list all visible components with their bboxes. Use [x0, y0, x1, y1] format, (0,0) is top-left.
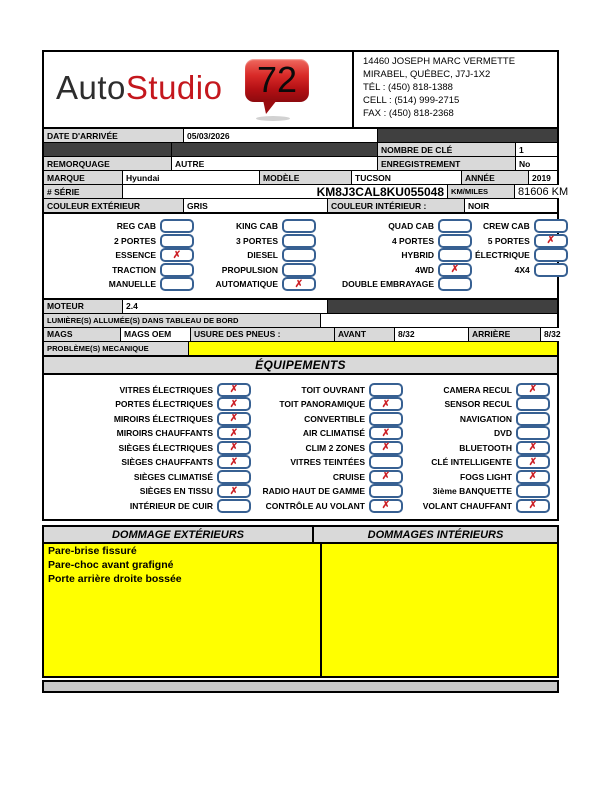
remorquage-value: AUTRE: [172, 157, 378, 170]
option-label: 4X4: [514, 264, 530, 275]
option-checkbox: [438, 234, 472, 248]
equipment-checkbox: [369, 470, 403, 484]
option-checkbox: [438, 219, 472, 233]
option-label: 2 PORTES: [113, 235, 156, 246]
option-checkbox: [160, 277, 194, 291]
probleme-mecanique-label: PROBLÈME(S) MECANIQUE: [44, 342, 189, 355]
equipment-checkbox: [516, 470, 550, 484]
option-label: REG CAB: [116, 221, 156, 232]
dommage-exterieurs-notes: [44, 544, 322, 676]
equipment-checkbox: [516, 412, 550, 426]
equipment-label: MIROIRS CHAUFFANTS: [116, 428, 213, 439]
option-label: ESSENCE: [115, 250, 156, 261]
damage-line: Pare-choc avant grafigné: [48, 558, 174, 571]
equipment-checkbox: [217, 484, 251, 498]
equipment-label: VITRES ÉLECTRIQUES: [119, 384, 213, 395]
option-checkbox: [282, 234, 316, 248]
moteur-label: MOTEUR: [44, 300, 123, 313]
logo-badge-tail: [263, 100, 277, 114]
option-checkbox: [534, 234, 568, 248]
body-options-column-1: [47, 219, 197, 292]
equipment-checkbox: [369, 499, 403, 513]
option-label: KING CAB: [235, 221, 278, 232]
moteur-value: 2.4: [123, 300, 328, 313]
phone-line: TÉL : (450) 818-1388: [363, 82, 453, 94]
lumiere-label: LUMIÈRE(S) ALLUMÉE(S) DANS TABLEAU DE BORD: [44, 314, 321, 327]
equipment-label: NAVIGATION: [459, 413, 512, 424]
equipment-label: TOIT OUVRANT: [301, 384, 365, 395]
body-options-column-3: [319, 219, 475, 292]
mags-label: MAGS: [44, 328, 121, 341]
check-mark: ✗: [294, 278, 304, 290]
equipment-label: VITRES TEINTÉES: [290, 457, 365, 468]
equipment-checkbox: [516, 441, 550, 455]
equipment-label: BLUETOOTH: [459, 442, 512, 453]
logo-text-studio: Studio: [125, 69, 223, 106]
nombre-cle-value: 1: [516, 143, 557, 156]
row-moteur: [44, 300, 557, 314]
serie-label: # SÉRIE: [44, 185, 123, 198]
equipment-label: SIÈGES CLIMATISÉ: [133, 471, 213, 482]
option-label: TRACTION: [112, 264, 156, 275]
check-mark: ✗: [229, 456, 239, 468]
option-label: 4 PORTES: [391, 235, 434, 246]
vehicle-inspection-form: [42, 50, 569, 693]
option-checkbox: [282, 248, 316, 262]
equipment-label: CLIM 2 ZONES: [305, 442, 365, 453]
check-mark: ✗: [381, 427, 391, 439]
row-nombre-cle: [44, 143, 557, 157]
couleur-exterieur-value: GRIS: [184, 199, 328, 212]
marque-value: Hyundai: [123, 171, 260, 184]
equipment-label: SIÈGES CHAUFFANTS: [121, 457, 213, 468]
logo-badge-72: 72: [245, 59, 309, 102]
equipment-checkbox: [217, 397, 251, 411]
equipment-label: DVD: [494, 428, 512, 439]
equipment-checkbox: [217, 499, 251, 513]
vehicle-info-rows: [42, 129, 569, 214]
annee-value: 2019: [529, 171, 557, 184]
lumiere-value: [321, 314, 557, 327]
arriere-label: ARRIÈRE: [469, 328, 541, 341]
dommages-interieurs-header: DOMMAGES INTÉRIEURS: [367, 528, 504, 541]
check-mark: ✗: [229, 384, 239, 396]
couleur-interieur-value: NOIR: [465, 199, 557, 212]
modele-value: TUCSON: [352, 171, 462, 184]
filler-dark-cell: [378, 129, 557, 142]
equipment-checkbox: [217, 383, 251, 397]
km-miles-label: KM/MILES: [448, 185, 515, 198]
fax-line: FAX : (450) 818-2368: [363, 108, 454, 120]
option-label: 3 PORTES: [235, 235, 278, 246]
filler-dark-cell: [44, 143, 172, 156]
row-mags-pneus: [44, 328, 561, 342]
form-header: [42, 50, 559, 129]
enregistrement-label: ENREGISTREMENT: [378, 157, 516, 170]
mechanical-rows: [42, 300, 559, 357]
row-remorquage: [44, 157, 557, 171]
equipment-label: CONTRÔLE AU VOLANT: [265, 500, 365, 511]
option-checkbox: [160, 263, 194, 277]
check-mark: ✗: [528, 471, 538, 483]
option-checkbox: [534, 263, 568, 277]
row-lumiere: [44, 314, 557, 328]
equipment-label: VOLANT CHAUFFANT: [422, 500, 512, 511]
option-label: 4WD: [415, 264, 434, 275]
equipment-checkbox: [217, 426, 251, 440]
body-options-column-4: [475, 219, 571, 292]
logo-text-auto: Auto: [56, 69, 126, 106]
couleur-interieur-label: COULEUR INTÉRIEUR :: [328, 199, 465, 212]
option-checkbox: [438, 263, 472, 277]
equipment-checkbox: [516, 499, 550, 513]
equipment-checkbox: [369, 383, 403, 397]
option-label: 5 PORTES: [487, 235, 530, 246]
damage-line: Porte arrière droite bossée: [48, 572, 182, 585]
equipment-checkbox: [369, 455, 403, 469]
modele-label: MODÈLE: [260, 171, 352, 184]
mags-value: MAGS OEM: [121, 328, 191, 341]
row-date-arrivee: [44, 129, 557, 143]
serie-value: KM8J3CAL8KU055048: [123, 185, 448, 198]
dommages-interieurs-notes: [322, 544, 557, 676]
equipment-checkbox: [369, 441, 403, 455]
check-mark: ✗: [229, 413, 239, 425]
option-label: MANUELLE: [108, 279, 156, 290]
equipment-label: SENSOR RECUL: [444, 399, 512, 410]
km-miles-value: 81606 KM: [515, 185, 571, 198]
dealer-address-block: [352, 52, 557, 127]
equipment-checkbox: [369, 412, 403, 426]
check-mark: ✗: [528, 442, 538, 454]
nombre-cle-label: NOMBRE DE CLÉ: [378, 143, 516, 156]
row-probleme-mecanique: [44, 342, 557, 355]
check-mark: ✗: [528, 384, 538, 396]
equipment-checkbox: [516, 455, 550, 469]
probleme-mecanique-value: [189, 342, 557, 355]
equipment-label: PORTES ÉLECTRIQUES: [115, 399, 213, 410]
check-mark: ✗: [229, 427, 239, 439]
check-mark: ✗: [229, 442, 239, 454]
option-checkbox: [438, 248, 472, 262]
option-label: DIESEL: [247, 250, 278, 261]
check-mark: ✗: [172, 249, 182, 261]
damages-body: [42, 544, 559, 678]
damage-line: Pare-brise fissuré: [48, 545, 137, 557]
equipment-checkbox: [369, 426, 403, 440]
logo-area: [44, 52, 352, 127]
check-mark: ✗: [229, 485, 239, 497]
equipment-label: MIROIRS ÉLECTRIQUES: [113, 413, 213, 424]
equipment-label: FOGS LIGHT: [460, 471, 512, 482]
equipements-column-3: [406, 383, 553, 514]
annee-label: ANNÉE: [462, 171, 529, 184]
enregistrement-value: No: [516, 157, 557, 170]
equipements-column-1: [48, 383, 254, 514]
footer-bar: [42, 680, 559, 693]
option-label: AUTOMATIQUE: [215, 279, 278, 290]
option-checkbox: [534, 219, 568, 233]
option-checkbox: [438, 277, 472, 291]
filler-dark-cell: [172, 143, 378, 156]
option-checkbox: [160, 248, 194, 262]
check-mark: ✗: [381, 500, 391, 512]
equipment-label: 3ième BANQUETTE: [432, 486, 512, 497]
avant-label: AVANT: [335, 328, 395, 341]
option-checkbox: [282, 263, 316, 277]
date-arrivee-value: 05/03/2026: [184, 129, 378, 142]
equipment-label: INTÉRIEUR DE CUIR: [129, 500, 213, 511]
equipment-label: TOIT PANORAMIQUE: [279, 399, 365, 410]
check-mark: ✗: [381, 442, 391, 454]
option-label: QUAD CAB: [388, 221, 434, 232]
damages-header-row: [42, 525, 559, 544]
avant-value: 8/32: [395, 328, 469, 341]
remorquage-label: REMORQUAGE: [44, 157, 172, 170]
option-label: DOUBLE EMBRAYAGE: [342, 279, 434, 290]
check-mark: ✗: [528, 500, 538, 512]
usure-pneus-label: USURE DES PNEUS :: [191, 328, 335, 341]
equipment-label: RADIO HAUT DE GAMME: [262, 486, 365, 497]
address-line: MIRABEL, QUÉBEC, J7J-1X2: [363, 69, 491, 81]
equipment-label: SIÈGES EN TISSU: [139, 486, 213, 497]
option-checkbox: [160, 234, 194, 248]
marque-label: MARQUE: [44, 171, 123, 184]
option-checkbox: [534, 248, 568, 262]
option-checkbox: [282, 277, 316, 291]
equipment-checkbox: [217, 455, 251, 469]
arriere-value: 8/32: [541, 328, 564, 341]
logo-badge-shadow: [256, 116, 290, 121]
date-arrivee-label: DATE D'ARRIVÉE: [44, 129, 184, 142]
row-couleurs: [44, 199, 557, 212]
equipment-checkbox: [217, 441, 251, 455]
option-label: ÉLECTRIQUE: [475, 250, 530, 261]
couleur-exterieur-label: COULEUR EXTÉRIEUR: [44, 199, 184, 212]
body-options-column-2: [197, 219, 319, 292]
equipements-section: [42, 375, 559, 522]
option-label: CREW CAB: [483, 221, 530, 232]
equipment-checkbox: [516, 484, 550, 498]
check-mark: ✗: [450, 264, 460, 276]
equipment-label: CRUISE: [332, 471, 365, 482]
equipment-label: CAMERA RECUL: [443, 384, 512, 395]
check-mark: ✗: [546, 235, 555, 247]
equipment-checkbox: [369, 397, 403, 411]
row-marque-modele-annee: [44, 171, 557, 185]
cell-line: CELL : (514) 999-2715: [363, 95, 460, 107]
equipements-title: ÉQUIPEMENTS: [42, 357, 559, 375]
option-label: PROPULSION: [221, 264, 278, 275]
equipment-checkbox: [217, 412, 251, 426]
equipment-label: CLÉ INTELLIGENTE: [431, 457, 512, 468]
equipment-label: AIR CLIMATISÉ: [302, 428, 365, 439]
equipment-checkbox: [217, 470, 251, 484]
check-mark: ✗: [381, 398, 391, 410]
option-checkbox: [282, 219, 316, 233]
filler-dark-cell: [328, 300, 557, 313]
dommage-exterieurs-header: DOMMAGE EXTÉRIEURS: [44, 527, 314, 542]
check-mark: ✗: [229, 398, 239, 410]
autostudio-logo: [56, 69, 222, 107]
equipment-checkbox: [369, 484, 403, 498]
equipment-label: SIÈGES ÉLECTRIQUES: [118, 442, 213, 453]
row-serie-km: [44, 184, 569, 199]
equipment-checkbox: [516, 383, 550, 397]
option-label: HYBRID: [401, 250, 434, 261]
body-options-section: [42, 214, 559, 300]
option-checkbox: [160, 219, 194, 233]
check-mark: ✗: [381, 471, 391, 483]
equipment-checkbox: [516, 397, 550, 411]
equipment-checkbox: [516, 426, 550, 440]
equipements-column-2: [254, 383, 406, 514]
equipment-label: CONVERTIBLE: [304, 413, 365, 424]
address-line: 14460 JOSEPH MARC VERMETTE: [363, 56, 516, 67]
check-mark: ✗: [528, 456, 538, 468]
